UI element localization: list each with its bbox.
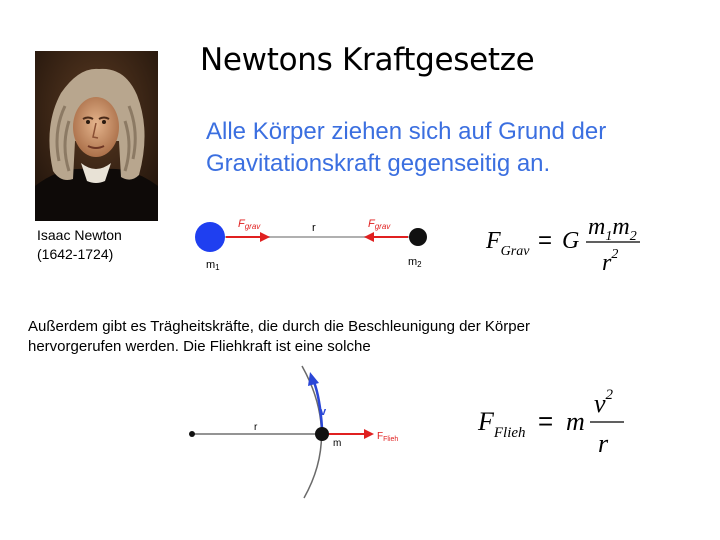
force-arrow-2-head [364,232,374,242]
gravity-formula-denominator: $r^2$ [602,247,619,276]
centrifugal-formula-lhs: $F_{Flieh}$ [478,407,526,441]
centrifugal-diagram [180,360,420,505]
body-text [28,317,530,357]
gravity-formula-equals: = [538,227,553,254]
centrifugal-force-arrow-head [364,429,374,439]
force-label-1: Fgrav [238,218,261,231]
mass-1-circle [195,222,225,252]
gravity-formula [480,208,650,280]
caption-name: Isaac Newton [37,227,122,243]
mass-2-label: m2 [408,256,422,269]
gravity-formula-numerator: $m_1m_2$ [588,214,637,244]
force-label-2: Fgrav [368,218,391,231]
newton-portrait [35,51,158,221]
body-line-2: hervorgerufen werden. Die Fliehkraft ist eine solche [28,338,371,355]
mass-label: m [333,438,342,449]
mass-1-label: m1 [206,259,220,272]
velocity-label: v [320,406,327,418]
centrifugal-formula-factor: m [566,407,585,436]
force-arrow-1-head [260,232,270,242]
center-point [189,431,195,437]
centrifugal-formula-equals: = [538,406,554,436]
body-line-1: Außerdem gibt es Trägheitskräfte, die durch die Beschleunigung der Körper [28,318,530,335]
mass-2-circle [409,228,427,246]
headline-line-1: Alle Körper ziehen sich auf Grund der [206,118,607,145]
headline-line-2: Gravitationskraft gegenseitig an. [206,150,551,177]
caption-years: (1642-1724) [37,246,114,262]
distance-label: r [312,222,316,234]
gravity-formula-constant: G [562,228,580,254]
radius-label: r [254,422,258,433]
headline [206,116,606,180]
gravity-diagram [180,205,450,280]
velocity-arrow-head [308,372,319,386]
centrifugal-formula [474,378,644,458]
centrifugal-formula-denominator: r [598,429,609,458]
slide-title: Newtons Kraftgesetze [200,42,535,78]
portrait-caption [37,226,122,264]
mass-circle [315,427,329,441]
centrifugal-formula-numerator: $v^2$ [594,387,614,418]
centrifugal-force-label: $F_{Flieh}$ [377,431,399,443]
gravity-formula-lhs: $F_{Grav}$ [486,228,530,259]
